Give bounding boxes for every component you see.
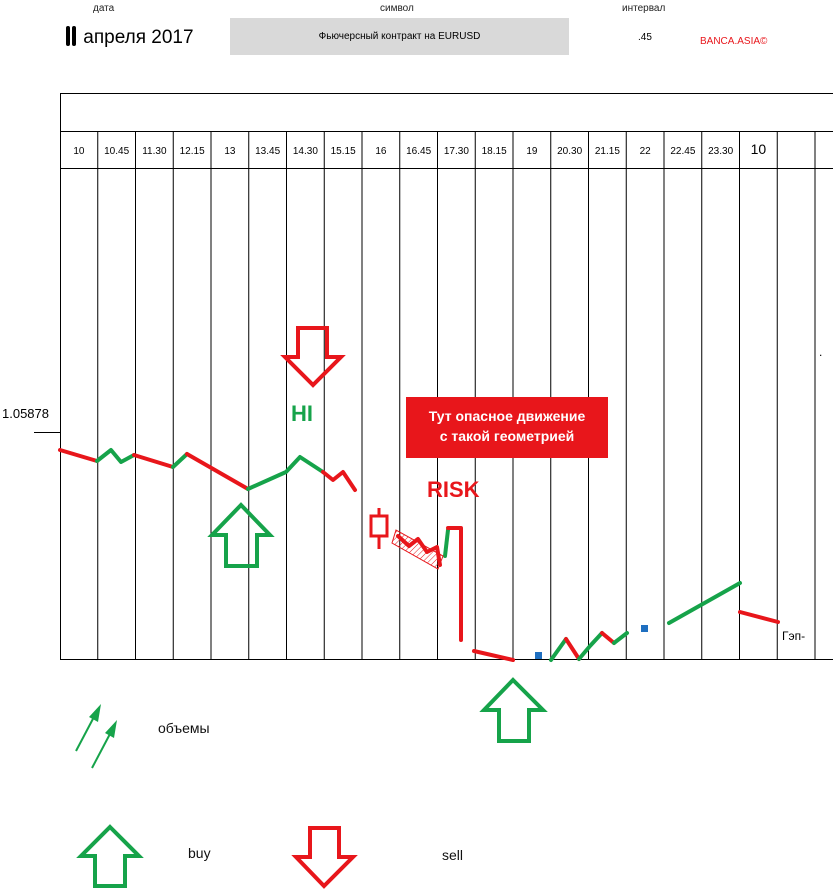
buy-legend-label: buy xyxy=(188,845,211,861)
buy-legend-icon xyxy=(81,827,139,886)
time-tick-label: 12.15 xyxy=(179,146,205,157)
buy-arrow-icon xyxy=(212,505,270,566)
sell-arrow-icon xyxy=(285,328,341,385)
segment-down xyxy=(60,450,97,461)
blue-square-marker xyxy=(535,652,542,659)
time-gridlines xyxy=(98,131,815,660)
chart-frame xyxy=(34,93,833,660)
warning-callout xyxy=(406,397,608,458)
candle-marker xyxy=(371,508,387,549)
segment-down xyxy=(187,454,248,489)
time-tick-label: 16 xyxy=(375,146,387,157)
segment-down xyxy=(474,651,513,660)
blue-square-marker xyxy=(641,625,648,632)
volumes-icon xyxy=(76,704,117,768)
interval-label: интервал xyxy=(622,3,666,14)
segment-down xyxy=(448,528,461,640)
price-level-label: 1.05878 xyxy=(2,406,49,421)
segment-down xyxy=(134,455,173,467)
dot-annotation: . xyxy=(819,345,823,359)
segment-up xyxy=(97,450,134,462)
time-tick-label: 11.30 xyxy=(142,146,167,157)
time-tick-label: 14.30 xyxy=(292,146,318,157)
warning-text-line: Тут опасное движение xyxy=(428,408,586,424)
buy-arrow-icon xyxy=(484,680,543,741)
time-tick-label: 18.15 xyxy=(481,146,507,157)
segment-up xyxy=(579,633,602,659)
segment-up xyxy=(248,457,323,489)
segment-up xyxy=(614,633,627,643)
date-label: дата xyxy=(93,3,115,14)
symbol-value: Фьючерсный контракт на EURUSD xyxy=(318,31,481,42)
time-tick-label: 22 xyxy=(639,146,651,157)
time-tick-label: 10 xyxy=(73,146,85,157)
risk-label: RISK xyxy=(427,477,480,502)
segment-up xyxy=(551,639,566,660)
time-tick-label: 23.30 xyxy=(708,146,734,157)
time-tick-label: 17.30 xyxy=(443,146,469,157)
segment-up xyxy=(669,583,740,623)
interval-value: .45 xyxy=(638,32,652,43)
segment-down xyxy=(566,639,579,659)
time-tick-label: 15.15 xyxy=(330,146,356,157)
time-tick-label: 13 xyxy=(224,146,236,157)
segment-up xyxy=(445,530,448,556)
warning-text-line: с такой геометрией xyxy=(439,428,575,444)
time-tick-label: 13.45 xyxy=(255,146,281,157)
time-tick-label: 21.15 xyxy=(594,146,620,157)
segment-down xyxy=(602,633,614,643)
time-tick-label: 22.45 xyxy=(670,146,696,157)
brand-label: BANCA.ASIA© xyxy=(700,36,768,47)
sell-legend-label: sell xyxy=(442,847,464,863)
time-tick-label: 10 xyxy=(750,141,767,157)
hi-label: HI xyxy=(291,401,313,426)
symbol-label: символ xyxy=(380,3,414,14)
time-tick-label: 16.45 xyxy=(406,146,432,157)
segment-down xyxy=(740,612,778,622)
sell-legend-icon xyxy=(296,828,353,886)
volumes-legend-label: объемы xyxy=(158,720,210,736)
time-axis-labels xyxy=(73,141,766,157)
segment-up xyxy=(173,454,187,467)
time-tick-label: 10.45 xyxy=(104,146,130,157)
time-tick-label: 20.30 xyxy=(557,146,583,157)
time-tick-label: 19 xyxy=(526,146,538,157)
date-value: апреля 2017 xyxy=(83,27,194,48)
segment-down xyxy=(323,472,355,490)
gap-label: Гэп- xyxy=(782,629,806,643)
